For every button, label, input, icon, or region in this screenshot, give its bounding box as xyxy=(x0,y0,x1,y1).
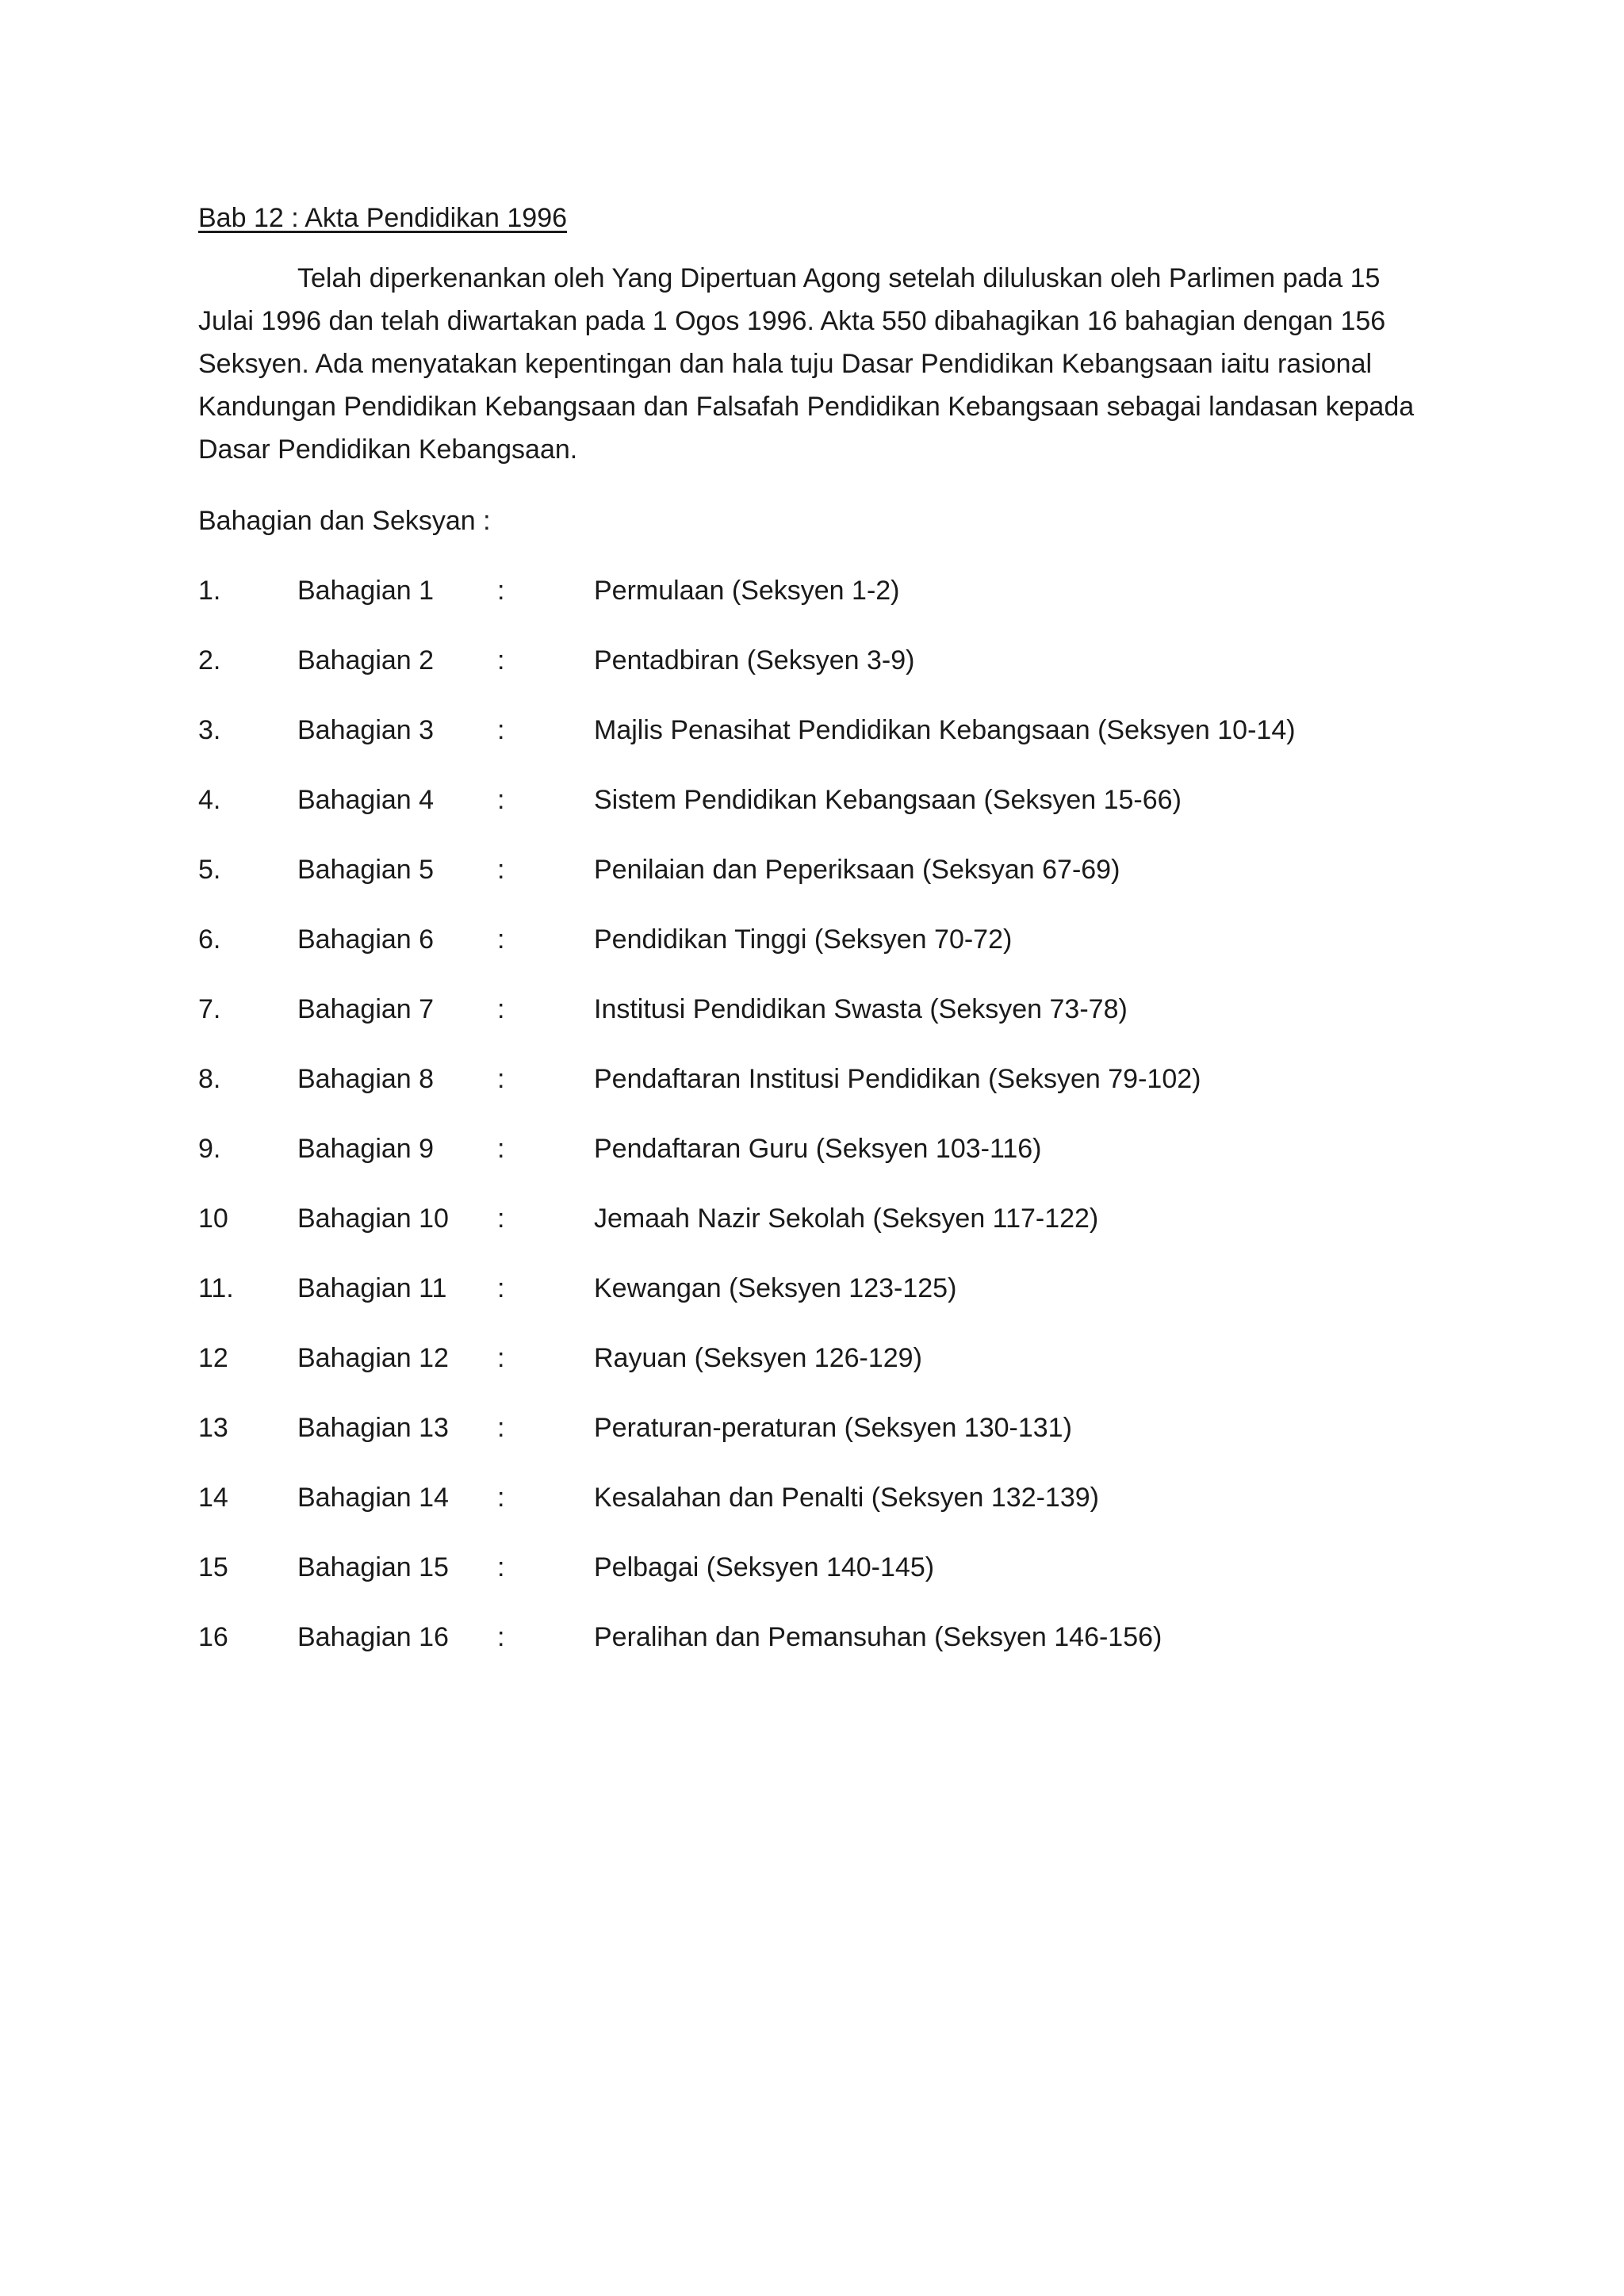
section-part: Bahagian 12 xyxy=(297,1343,449,1373)
section-number: 6. xyxy=(198,924,221,955)
section-separator: : xyxy=(497,855,505,885)
section-description: Majlis Penasihat Pendidikan Kebangsaan (Seksyen 10-14) xyxy=(594,715,1296,745)
section-separator: : xyxy=(497,924,505,955)
intro-line: Kandungan Pendidikan Kebangsaan dan Falsafah Pendidikan Kebangsaan sebagai landasan kepada xyxy=(198,392,1415,422)
intro-paragraph xyxy=(198,257,1435,471)
section-row xyxy=(198,988,1435,1031)
section-separator: : xyxy=(497,1343,505,1373)
section-number: 1. xyxy=(198,576,221,606)
section-part: Bahagian 13 xyxy=(297,1413,449,1443)
section-description: Pendaftaran Guru (Seksyen 103-116) xyxy=(594,1134,1042,1164)
section-description: Pendaftaran Institusi Pendidikan (Seksyen 79-102) xyxy=(594,1064,1201,1094)
section-separator: : xyxy=(497,1483,505,1513)
intro-line: Julai 1996 dan telah diwartakan pada 1 Ogos 1996. Akta 550 dibahagikan 16 bahagian dengan 156 xyxy=(198,306,1386,336)
section-separator: : xyxy=(497,1552,505,1582)
section-row xyxy=(198,639,1435,682)
intro-line: Telah diperkenankan oleh Yang Dipertuan Agong setelah diluluskan oleh Parlimen pada 15 xyxy=(297,263,1381,293)
section-part: Bahagian 16 xyxy=(297,1622,449,1652)
section-separator: : xyxy=(497,1064,505,1094)
section-description: Institusi Pendidikan Swasta (Seksyen 73-78) xyxy=(594,994,1128,1024)
document-body xyxy=(198,197,1435,1686)
section-separator: : xyxy=(497,715,505,745)
section-part: Bahagian 2 xyxy=(297,645,435,675)
section-number: 5. xyxy=(198,855,221,885)
section-description: Kewangan (Seksyen 123-125) xyxy=(594,1273,957,1303)
section-separator: : xyxy=(497,994,505,1024)
section-description: Pelbagai (Seksyen 140-145) xyxy=(594,1552,935,1582)
section-row xyxy=(198,779,1435,821)
section-part: Bahagian 10 xyxy=(297,1203,449,1234)
section-number: 7. xyxy=(198,994,221,1024)
section-number: 15 xyxy=(198,1552,228,1582)
section-part: Bahagian 9 xyxy=(297,1134,435,1164)
section-part: Bahagian 14 xyxy=(297,1483,449,1513)
section-part: Bahagian 3 xyxy=(297,715,435,745)
section-row xyxy=(198,848,1435,891)
section-row xyxy=(198,709,1435,752)
section-row xyxy=(198,1197,1435,1240)
section-description: Permulaan (Seksyen 1-2) xyxy=(594,576,900,606)
section-number: 3. xyxy=(198,715,221,745)
intro-line: Seksyen. Ada menyatakan kepentingan dan hala tuju Dasar Pendidikan Kebangsaan iaitu rasional xyxy=(198,349,1373,379)
section-number: 2. xyxy=(198,645,221,675)
section-description: Rayuan (Seksyen 126-129) xyxy=(594,1343,922,1373)
section-part: Bahagian 4 xyxy=(297,785,435,815)
section-description: Peraturan-peraturan (Seksyen 130-131) xyxy=(594,1413,1072,1443)
section-separator: : xyxy=(497,576,505,606)
section-row xyxy=(198,1058,1435,1100)
section-part: Bahagian 5 xyxy=(297,855,435,885)
intro-line: Dasar Pendidikan Kebangsaan. xyxy=(198,434,578,465)
section-part: Bahagian 6 xyxy=(297,924,435,955)
section-part: Bahagian 11 xyxy=(297,1273,447,1303)
section-number: 13 xyxy=(198,1413,228,1443)
section-separator: : xyxy=(497,1203,505,1234)
section-separator: : xyxy=(497,1134,505,1164)
section-description: Kesalahan dan Penalti (Seksyen 132-139) xyxy=(594,1483,1099,1513)
section-separator: : xyxy=(497,1273,505,1303)
section-number: 16 xyxy=(198,1622,228,1652)
section-row xyxy=(198,1476,1435,1519)
section-number: 11. xyxy=(198,1273,234,1303)
section-separator: : xyxy=(497,645,505,675)
section-row xyxy=(198,1616,1435,1659)
section-list-heading: Bahagian dan Seksyan : xyxy=(198,506,491,536)
section-row xyxy=(198,1337,1435,1380)
document-title: Bab 12 : Akta Pendidikan 1996 xyxy=(198,203,568,233)
section-number: 10 xyxy=(198,1203,228,1234)
section-part: Bahagian 1 xyxy=(297,576,435,606)
section-separator: : xyxy=(497,785,505,815)
section-row xyxy=(198,1546,1435,1589)
section-description: Pentadbiran (Seksyen 3-9) xyxy=(594,645,915,675)
section-part: Bahagian 15 xyxy=(297,1552,449,1582)
section-number: 8. xyxy=(198,1064,221,1094)
section-description: Peralihan dan Pemansuhan (Seksyen 146-156) xyxy=(594,1622,1162,1652)
section-number: 14 xyxy=(198,1483,228,1513)
section-list xyxy=(198,569,1435,1659)
section-number: 4. xyxy=(198,785,221,815)
section-description: Sistem Pendidikan Kebangsaan (Seksyen 15-66) xyxy=(594,785,1182,815)
section-part: Bahagian 7 xyxy=(297,994,435,1024)
section-description: Jemaah Nazir Sekolah (Seksyen 117-122) xyxy=(594,1203,1099,1234)
section-number: 12 xyxy=(198,1343,228,1373)
section-description: Pendidikan Tinggi (Seksyen 70-72) xyxy=(594,924,1013,955)
section-row xyxy=(198,569,1435,612)
section-row xyxy=(198,1127,1435,1170)
section-number: 9. xyxy=(198,1134,221,1164)
section-separator: : xyxy=(497,1413,505,1443)
section-part: Bahagian 8 xyxy=(297,1064,435,1094)
section-description: Penilaian dan Peperiksaan (Seksyan 67-69) xyxy=(594,855,1120,885)
section-separator: : xyxy=(497,1622,505,1652)
section-row xyxy=(198,918,1435,961)
section-row xyxy=(198,1406,1435,1449)
section-row xyxy=(198,1267,1435,1310)
